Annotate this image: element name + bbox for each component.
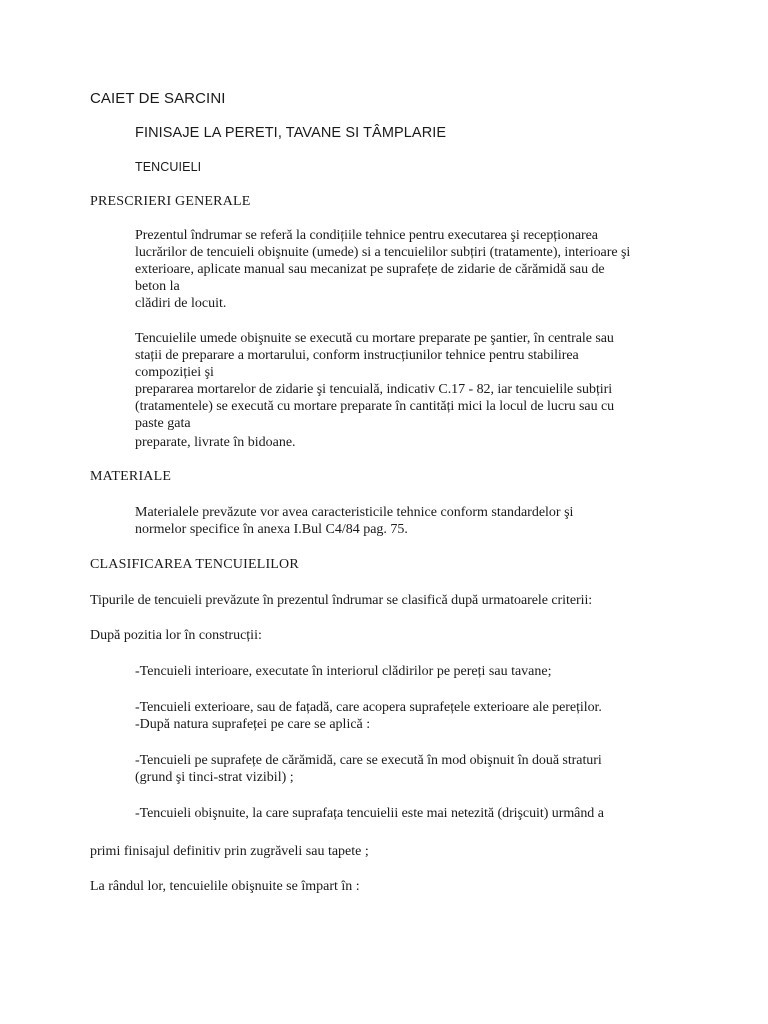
section-title: TENCUIELI bbox=[135, 160, 202, 174]
heading-classification: CLASIFICAREA TENCUIELILOR bbox=[90, 557, 299, 572]
heading-general: PRESCRIERI GENERALE bbox=[90, 194, 251, 209]
heading-materials: MATERIALE bbox=[90, 469, 172, 484]
classification-intro: Tipurile de tencuieli prevăzute în prezentul îndrumar se clasifică după urmatoarele criterii: bbox=[90, 593, 593, 608]
nature-label: -După natura suprafeței pe care se aplică : bbox=[135, 717, 371, 732]
general-p1-line: exterioare, aplicate manual sau mecanizat pe suprafețe de zidarie de cărămidă sau de bbox=[135, 262, 605, 277]
general-p1-line: lucrărilor de tencuieli obişnuite (umede) si a tencuielilor subțiri (tratamente), interioare şi bbox=[135, 245, 631, 260]
final-line: La rândul lor, tencuielile obişnuite se împart în : bbox=[90, 879, 360, 894]
general-p1-line: beton la bbox=[135, 279, 180, 294]
general-p2-line: paste gata bbox=[135, 416, 191, 431]
materials-line: normelor specifice în anexa I.Bul C4/84 pag. 75. bbox=[135, 522, 408, 537]
general-p2-line: preparate, livrate în bidoane. bbox=[135, 435, 296, 450]
list-item-ordinary: -Tencuieli obişnuite, la care suprafața tencuielii este mai netezită (drişcuit) urmând a bbox=[135, 806, 604, 821]
document-title: CAIET DE SARCINI bbox=[90, 90, 226, 107]
general-p2-line: prepararea mortarelor de zidarie şi tencuială, indicativ C.17 - 82, iar tencuielile subțiri bbox=[135, 382, 613, 397]
list-item-brick: -Tencuieli pe suprafețe de cărămidă, care se execută în mod obişnuit în două straturi bbox=[135, 753, 602, 768]
list-item-exterior: -Tencuieli exterioare, sau de fațadă, care acopera suprafețele exterioare ale pereților. bbox=[135, 700, 602, 715]
position-label: După pozitia lor în construcții: bbox=[90, 628, 262, 643]
general-p2-line: stații de preparare a mortarului, conform instrucțiunilor tehnice pentru stabilirea bbox=[135, 348, 579, 363]
general-p2-line: (tratamentele) se execută cu mortare preparate în cantități mici la locul de lucru sau cu bbox=[135, 399, 615, 414]
list-item-interior: -Tencuieli interioare, executate în interiorul clădirilor pe pereți sau tavane; bbox=[135, 664, 552, 679]
list-item-brick-cont: (grund şi tinci-strat vizibil) ; bbox=[135, 770, 294, 785]
general-p1-line: Prezentul îndrumar se referă la condițiile tehnice pentru executarea şi recepționarea bbox=[135, 228, 598, 243]
document-subtitle: FINISAJE LA PERETI, TAVANE SI TÂMPLARIE bbox=[135, 125, 447, 141]
materials-line: Materialele prevăzute vor avea caracteristicile tehnice conform standardelor şi bbox=[135, 505, 574, 520]
general-p2-line: compoziției şi bbox=[135, 365, 214, 380]
list-item-ordinary-cont: primi finisajul definitiv prin zugrăveli sau tapete ; bbox=[90, 844, 369, 859]
general-p2-line: Tencuielile umede obişnuite se execută cu mortare preparate pe şantier, în centrale sau bbox=[135, 331, 614, 346]
general-p1-line: clădiri de locuit. bbox=[135, 296, 227, 311]
